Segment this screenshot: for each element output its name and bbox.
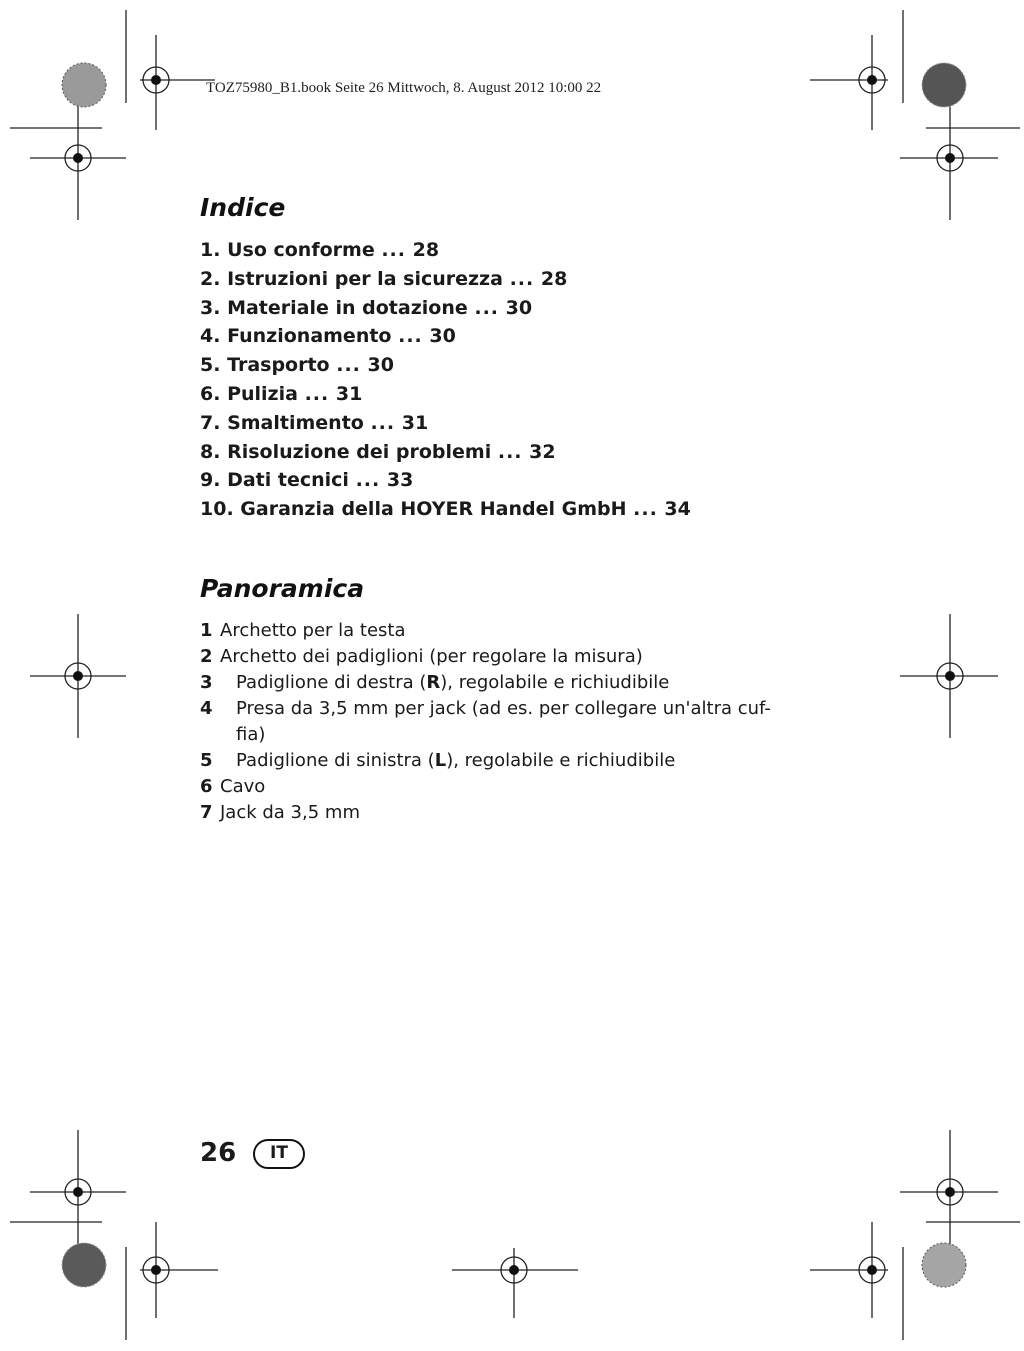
toc-leader-dots: ... [497, 440, 523, 463]
toc-item [200, 322, 810, 351]
toc-item-label: Uso conforme [227, 239, 375, 261]
toc-item-label: Risoluzione dei problemi [227, 440, 492, 463]
toc-item [200, 409, 810, 438]
overview-item-number: 6 [200, 776, 213, 797]
toc-item-label: Pulizia [227, 382, 298, 405]
overview-item [200, 618, 800, 644]
toc-leader-dots: ... [474, 296, 500, 319]
overview-item-number: 3 [200, 672, 213, 693]
overview-item [200, 748, 800, 774]
toc-item-number: 4. [200, 325, 221, 348]
overview-item-number: 4 [200, 698, 213, 719]
toc-leader-dots: ... [633, 498, 658, 521]
toc-item [200, 438, 810, 467]
toc-item-label: Garanzia della HOYER Handel GmbH [240, 498, 627, 521]
toc-item-page: 28 [540, 267, 568, 290]
toc-item [200, 265, 810, 294]
overview-item-number: 2 [200, 646, 213, 667]
toc-item-page: 28 [412, 239, 440, 261]
toc-item-page: 33 [386, 469, 414, 492]
overview-item [200, 774, 800, 800]
toc-item-page: 32 [529, 440, 556, 463]
toc-leader-dots: ... [398, 325, 423, 348]
toc-item-page: 31 [335, 382, 363, 405]
toc-item-label: Funzionamento [227, 325, 392, 348]
overview-item-text: Cavo [220, 776, 266, 797]
overview-item-text: Archetto per la testa [220, 620, 406, 641]
table-of-contents [200, 236, 810, 524]
toc-item-page: 30 [367, 354, 394, 377]
toc-item-number: 8. [200, 440, 221, 463]
toc-item-label: Materiale in dotazione [227, 296, 468, 319]
toc-item-number: 2. [200, 267, 221, 290]
overview-item [200, 670, 800, 696]
toc-item-label: Trasporto [227, 354, 330, 377]
overview-text-part: ), regolabile e richiudibile [440, 672, 670, 693]
overview-side-letter: L [434, 750, 447, 771]
toc-item-number: 5. [200, 354, 221, 377]
toc-leader-dots: ... [304, 382, 330, 405]
toc-item-number: 10. [200, 498, 234, 521]
overview-text-part: Padiglione di destra ( [236, 672, 427, 693]
overview-item-number: 7 [200, 802, 213, 823]
toc-item-page: 31 [401, 411, 429, 434]
overview-item-number: 1 [200, 620, 213, 641]
toc-item-number: 9. [200, 469, 221, 492]
toc-leader-dots: ... [381, 239, 406, 261]
toc-item [200, 236, 810, 265]
toc-title: Indice [200, 193, 286, 222]
overview-item-number: 5 [200, 750, 213, 771]
toc-leader-dots: ... [336, 354, 361, 377]
overview-item-text: Jack da 3,5 mm [220, 802, 360, 823]
overview-item [200, 644, 800, 670]
toc-item-page: 30 [505, 296, 533, 319]
toc-item-label: Istruzioni per la sicurezza [227, 267, 503, 290]
toc-item-label: Smaltimento [227, 411, 364, 434]
toc-item [200, 380, 810, 409]
print-header-line: TOZ75980_B1.book Seite 26 Mittwoch, 8. August 2012 10:00 22 [206, 80, 602, 96]
overview-title: Panoramica [200, 574, 365, 603]
toc-item-number: 6. [200, 382, 221, 405]
overview-item-text [236, 748, 675, 774]
toc-item [200, 466, 810, 495]
language-badge: IT [253, 1139, 305, 1169]
overview-item-text [236, 670, 669, 696]
toc-item [200, 351, 810, 380]
toc-item-number: 7. [200, 411, 221, 434]
overview-item [200, 696, 800, 748]
toc-leader-dots: ... [355, 469, 381, 492]
toc-item [200, 294, 810, 323]
overview-list [200, 618, 800, 826]
overview-item-text: Presa da 3,5 mm per jack (ad es. per collegare un'altra cuf-fia) [236, 698, 771, 745]
overview-text-part: ), regolabile e richiudibile [446, 750, 676, 771]
toc-item-number: 3. [200, 296, 221, 319]
toc-item-number: 1. [200, 239, 221, 261]
overview-side-letter: R [426, 672, 441, 693]
toc-item-page: 30 [429, 325, 456, 348]
toc-item-label: Dati tecnici [227, 469, 349, 492]
page-number: 26 [200, 1138, 237, 1168]
overview-text-part: Padiglione di sinistra ( [236, 750, 435, 771]
toc-item-page: 34 [664, 498, 691, 521]
overview-item [200, 800, 800, 826]
toc-item [200, 495, 810, 524]
overview-item-text: Archetto dei padiglioni (per regolare la misura) [220, 646, 643, 667]
toc-leader-dots: ... [370, 411, 396, 434]
toc-leader-dots: ... [509, 267, 535, 290]
